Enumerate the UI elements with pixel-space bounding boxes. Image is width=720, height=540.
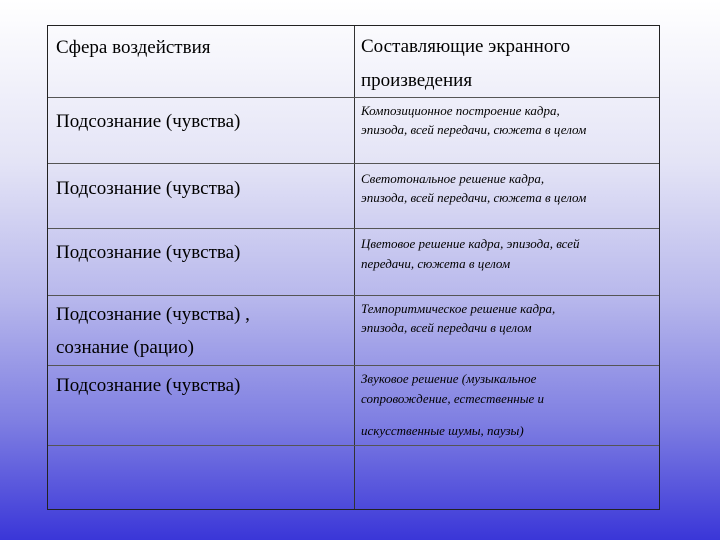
sphere-cell-line1: Подсознание (чувства) , [56,304,250,325]
component-line: эпизода, всей передачи, сюжета в целом [361,122,587,137]
table-row [48,228,659,295]
header-components-line1: Составляющие экранного [361,36,571,57]
sphere-cell: Подсознание (чувства) [56,375,241,396]
component-line: эпизода, всей передачи, сюжета в целом [361,190,587,205]
component-line: Светотональное решение кадра, [361,171,545,186]
table-row [48,365,659,445]
component-line: передачи, сюжета в целом [361,256,511,271]
table [47,25,660,510]
sphere-cell-line2: сознание (рацио) [56,337,194,358]
header-row [48,26,659,97]
component-line: Темпоритмическое решение кадра, [361,301,556,316]
table-row [48,295,659,365]
component-line: эпизода, всей передачи в целом [361,320,532,335]
component-line: искусственные шумы, паузы) [361,423,524,438]
header-components-line2: произведения [361,70,473,91]
header-sphere: Сфера воздействия [56,37,211,58]
sphere-cell: Подсознание (чувства) [56,178,241,199]
empty-row [48,445,659,511]
sphere-cell: Подсознание (чувства) [56,111,241,132]
table-row [48,163,659,228]
component-line: сопровождение, естественные и [361,391,545,406]
component-line: Звуковое решение (музыкальное [361,371,537,386]
table-row [48,97,659,163]
component-line: Композиционное построение кадра, [361,103,560,118]
component-line: Цветовое решение кадра, эпизода, всей [361,236,580,251]
sphere-cell: Подсознание (чувства) [56,242,241,263]
